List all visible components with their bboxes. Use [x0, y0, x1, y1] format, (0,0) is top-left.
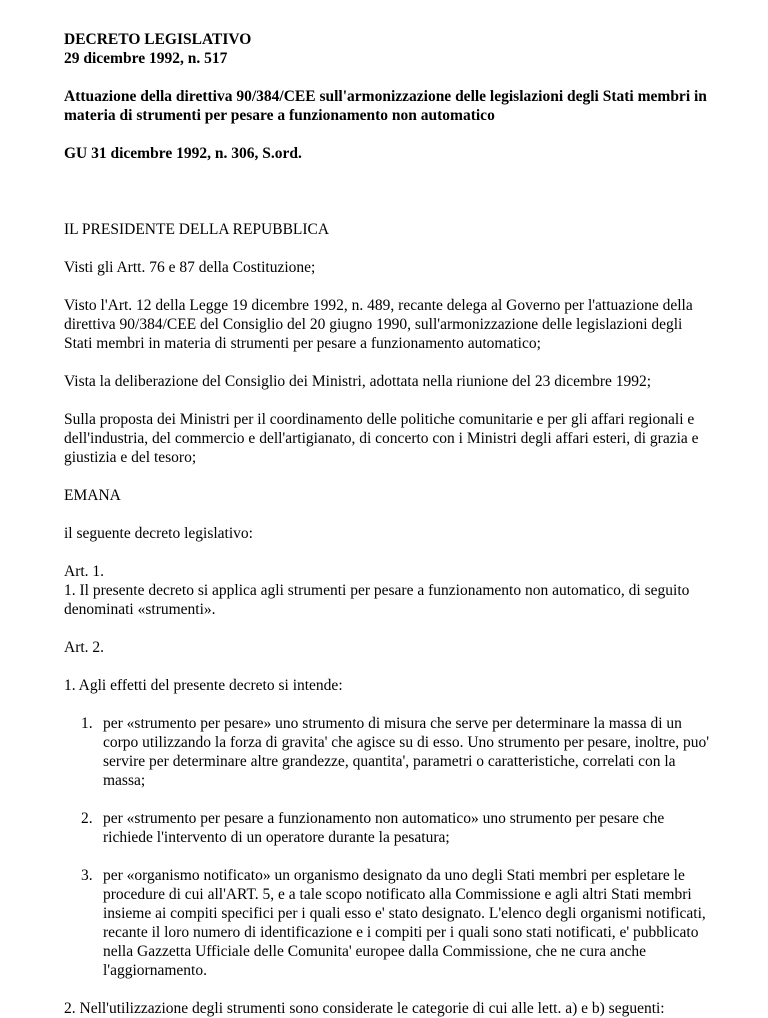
visto-paragraph: Visto l'Art. 12 della Legge 19 dicembre 1992, n. 489, recante delega al Governo per l'attuazione della direttiva 90/384/CEE del Consiglio del 20 giugno 1990, sull'armonizzazione delle legislazioni degli Stati membri in materia di strumenti per pesare a funzionamento automatico;: [64, 297, 693, 352]
list-item: [64, 866, 714, 980]
article-1-text: 1. Il presente decreto si applica agli strumenti per pesare a funzionamento non automatico, di seguito denominati «strumenti».: [64, 582, 690, 618]
list-item: [64, 714, 714, 790]
proposta-paragraph: Sulla proposta dei Ministri per il coordinamento delle politiche comunitarie e per gli affari regionali e dell'industria, del commercio e dell'artigianato, di concerto con i Ministri degli affari esteri, di grazia e giustizia e del tesoro;: [64, 411, 699, 466]
list-item-number: 2.: [81, 810, 93, 827]
definitions-list: [64, 714, 714, 980]
article-1-heading: Art. 1.: [64, 563, 105, 580]
decree-type: DECRETO LEGISLATIVO: [64, 31, 252, 48]
gazette-reference: GU 31 dicembre 1992, n. 306, S.ord.: [64, 145, 302, 162]
vista-paragraph: Vista la deliberazione del Consiglio dei Ministri, adottata nella riunione del 23 dicembre 1992;: [64, 373, 652, 390]
list-item-text: per «strumento per pesare a funzionamento non automatico» uno strumento per pesare che richiede l'intervento di un operatore durante la pesatura;: [103, 810, 665, 846]
article-2-heading: Art. 2.: [64, 639, 105, 656]
list-item-number: 3.: [81, 867, 93, 884]
article-2-paragraph-2: 2. Nell'utilizzazione degli strumenti sono considerate le categorie di cui alle lett. a) e b) seguenti:: [64, 1000, 665, 1017]
document-content: [64, 30, 714, 1018]
decree-date: 29 dicembre 1992, n. 517: [64, 50, 228, 67]
emana-heading: EMANA: [64, 487, 121, 504]
decree-header: [64, 30, 714, 163]
list-item: [64, 809, 714, 847]
article-1: [64, 562, 714, 619]
seguente-paragraph: il seguente decreto legislativo:: [64, 525, 253, 542]
decree-title: Attuazione della direttiva 90/384/CEE sull'armonizzazione delle legislazioni degli Stati membri in materia di strumenti per pesare a funzionamento non automatico: [64, 88, 707, 124]
list-item-text: per «organismo notificato» un organismo designato da uno degli Stati membri per espletare le procedure di cui all'ART. 5, e a tale scopo notificato alla Commissione e agli altri Stati membri insieme ai compiti specifici per i quali esso e' stato designato. L'elenco degli organismi notificati, recante il loro numero di identificazione e i compiti per i quali sono stati notificati, e' pubblicato nella Gazzetta Ufficiale delle Comunita' europee dalla Commissione, che ne cura anche l'aggiornamento.: [103, 867, 706, 979]
list-item-number: 1.: [81, 715, 93, 732]
visti-paragraph: Visti gli Artt. 76 e 87 della Costituzione;: [64, 259, 316, 276]
list-item-text: per «strumento per pesare» uno strumento di misura che serve per determinare la massa di un corpo utilizzando la forza di gravita' che agisce su di esso. Uno strumento per pesare, inoltre, puo' servire per determinare altre grandezze, quantita', parametri o caratteristiche, correlati con la massa;: [103, 715, 710, 789]
article-2-intro: 1. Agli effetti del presente decreto si intende:: [64, 677, 343, 694]
president-heading: IL PRESIDENTE DELLA REPUBBLICA: [64, 221, 330, 238]
